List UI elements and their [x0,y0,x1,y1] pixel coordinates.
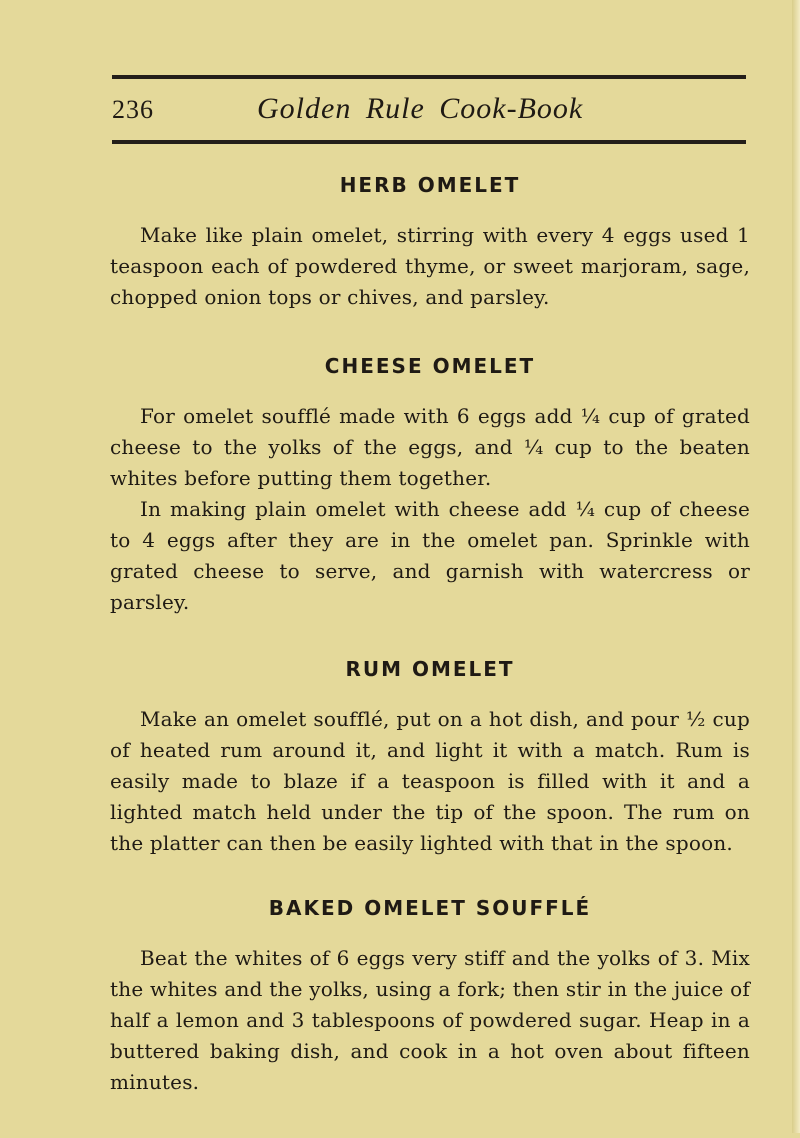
recipe-paragraph: In making plain omelet with cheese add ¼ cup of cheese to 4 eggs after they are in the omelet pan. Sprinkle with grated cheese to serve, and garnish with watercress or parsley. [110,497,750,614]
recipe-title: RUM OMELET [345,657,515,681]
page-edge [792,0,800,1133]
recipe-title: HERB OMELET [339,173,521,197]
recipe-title: BAKED OMELET SOUFFLÉ [268,896,592,920]
page-header [112,92,746,142]
recipe-baked-omelet-souffle [110,895,750,1098]
page-content [110,172,750,1138]
recipe-paragraph: For omelet soufflé made with 6 eggs add ¼ cup of grated cheese to the yolks of the eggs, and ¼ cup to the beaten whites before putting them together. [110,404,750,490]
recipe-paragraph: Make like plain omelet, stirring with every 4 eggs used 1 teaspoon each of powdered thyme, or sweet marjoram, sage, chopped onion tops or chives, and parsley. [110,223,750,309]
recipe-paragraph: Make an omelet soufflé, put on a hot dish, and pour ½ cup of heated rum around it, and light it with a match. Rum is easily made to blaze if a teaspoon is filled with it and a lighted match held under the tip of the spoon. The rum on the platter can then be easily lighted with that in the spoon. [110,707,750,855]
recipe-herb-omelet [110,172,750,313]
header-rule-top [112,75,746,79]
page-number: 236 [112,95,154,124]
recipe-rum-omelet [110,656,750,859]
recipe-paragraph: Beat the whites of 6 eggs very stiff and the yolks of 3. Mix the whites and the yolks, using a fork; then stir in the juice of half a lemon and 3 tablespoons of powdered sugar. Heap in a buttered baking dish, and cook in a hot oven about fifteen minutes. [110,946,750,1094]
header-rule-bottom [112,140,746,144]
recipe-title: CHEESE OMELET [324,354,536,378]
running-title: Golden Rule Cook-Book [257,92,584,125]
recipe-cheese-omelet [110,353,750,618]
